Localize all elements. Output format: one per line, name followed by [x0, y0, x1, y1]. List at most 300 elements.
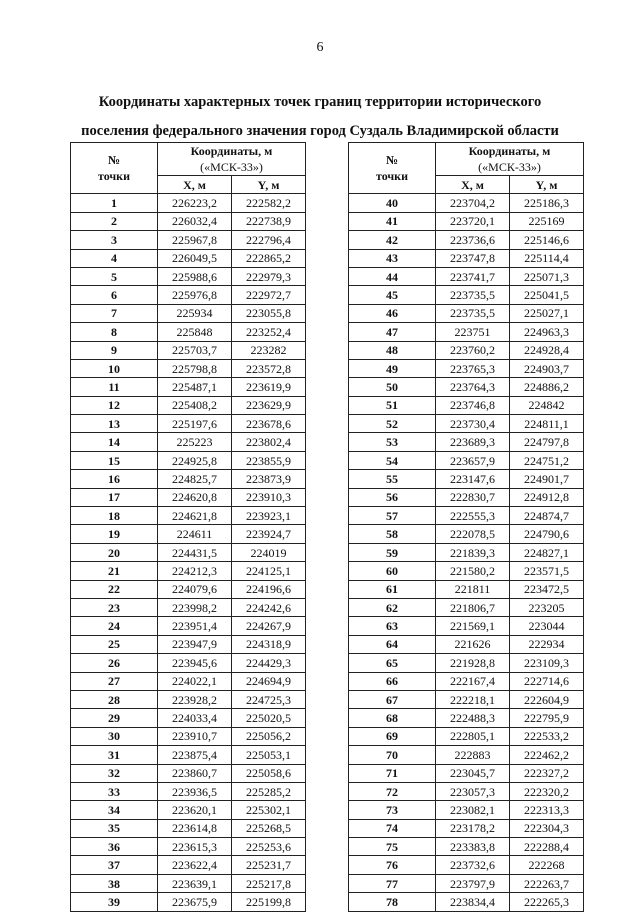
x-value-cell: 221839,3: [436, 543, 510, 561]
y-value-cell: 225058,6: [232, 764, 306, 782]
point-number-cell: 68: [349, 709, 436, 727]
y-value-cell: 223205: [510, 598, 584, 616]
x-value-cell: 223735,5: [436, 286, 510, 304]
point-number-cell: 22: [71, 580, 158, 598]
point-number-cell: 71: [349, 764, 436, 782]
title-line-2: поселения федерального значения город Суздаль Владимирской области: [81, 123, 559, 139]
x-value-cell: 223720,1: [436, 212, 510, 230]
point-number-cell: 47: [349, 323, 436, 341]
table-row: [349, 470, 584, 488]
coordinates-label: Координаты, м: [190, 144, 273, 158]
y-value-cell: 223873,9: [232, 470, 306, 488]
x-value-cell: 223147,6: [436, 470, 510, 488]
title-line-1: Координаты характерных точек границ территории исторического: [98, 94, 542, 110]
table-row: [349, 341, 584, 359]
point-number-cell: 19: [71, 525, 158, 543]
y-value-cell: 224886,2: [510, 378, 584, 396]
x-value-cell: 224431,5: [158, 543, 232, 561]
y-value-cell: 225285,2: [232, 782, 306, 800]
table-row: [71, 212, 306, 230]
y-value-cell: 223109,3: [510, 654, 584, 672]
table-row: [71, 267, 306, 285]
table-row: [349, 727, 584, 745]
table-row: [71, 801, 306, 819]
table-row: [349, 874, 584, 892]
y-header: Y, м: [510, 176, 584, 194]
point-number-cell: 23: [71, 598, 158, 616]
y-value-cell: 224694,9: [232, 672, 306, 690]
table-row: [71, 194, 306, 212]
x-value-cell: 222488,3: [436, 709, 510, 727]
x-value-cell: 223178,2: [436, 819, 510, 837]
point-number-cell: 67: [349, 690, 436, 708]
point-number-cell: 34: [71, 801, 158, 819]
x-header: X, м: [436, 176, 510, 194]
point-number-cell: 41: [349, 212, 436, 230]
point-number-cell: 72: [349, 782, 436, 800]
x-value-cell: 223732,6: [436, 856, 510, 874]
x-value-cell: 223622,4: [158, 856, 232, 874]
x-value-cell: 223746,8: [436, 396, 510, 414]
x-value-cell: 223620,1: [158, 801, 232, 819]
table-row: [71, 525, 306, 543]
x-value-cell: 224033,4: [158, 709, 232, 727]
table-row: [71, 764, 306, 782]
x-value-cell: 222883: [436, 746, 510, 764]
point-number-cell: 64: [349, 635, 436, 653]
x-value-cell: 221928,8: [436, 654, 510, 672]
y-value-cell: 222934: [510, 635, 584, 653]
y-value-cell: 225114,4: [510, 249, 584, 267]
y-value-cell: 224318,9: [232, 635, 306, 653]
point-number-cell: 18: [71, 507, 158, 525]
y-value-cell: 222714,6: [510, 672, 584, 690]
table-row: [71, 635, 306, 653]
y-value-cell: 222313,3: [510, 801, 584, 819]
x-value-cell: 225703,7: [158, 341, 232, 359]
y-value-cell: 222320,2: [510, 782, 584, 800]
number-sign: №: [385, 153, 399, 168]
table-row: [349, 396, 584, 414]
point-number-cell: 54: [349, 451, 436, 469]
table-row: [71, 415, 306, 433]
y-value-cell: 224901,7: [510, 470, 584, 488]
point-number-cell: 39: [71, 893, 158, 911]
point-number-cell: 31: [71, 746, 158, 764]
point-number-cell: 56: [349, 488, 436, 506]
y-value-cell: 222268: [510, 856, 584, 874]
table-row: [349, 598, 584, 616]
x-value-cell: 222078,5: [436, 525, 510, 543]
y-value-cell: 224842: [510, 396, 584, 414]
table-row: [71, 690, 306, 708]
point-number-cell: 7: [71, 304, 158, 322]
right-table-body: [349, 194, 584, 911]
point-number-cell: 24: [71, 617, 158, 635]
point-number-cell: 75: [349, 838, 436, 856]
x-value-cell: 224620,8: [158, 488, 232, 506]
coordinates-header: [158, 143, 306, 176]
x-value-cell: 225848: [158, 323, 232, 341]
x-value-cell: 221580,2: [436, 562, 510, 580]
table-row: [349, 654, 584, 672]
y-header: Y, м: [232, 176, 306, 194]
table-row: [71, 874, 306, 892]
x-value-cell: 221806,7: [436, 598, 510, 616]
coordinates-label: Координаты, м: [468, 144, 551, 158]
table-row: [71, 470, 306, 488]
x-value-cell: 222830,7: [436, 488, 510, 506]
y-value-cell: 222796,4: [232, 231, 306, 249]
x-value-cell: 221811: [436, 580, 510, 598]
table-row: [349, 359, 584, 377]
y-value-cell: 225186,3: [510, 194, 584, 212]
x-value-cell: 224212,3: [158, 562, 232, 580]
table-row: [71, 580, 306, 598]
y-value-cell: 225056,2: [232, 727, 306, 745]
point-number-cell: 58: [349, 525, 436, 543]
table-row: [349, 746, 584, 764]
table-row: [349, 801, 584, 819]
y-value-cell: 225041,5: [510, 286, 584, 304]
y-value-cell: 224874,7: [510, 507, 584, 525]
table-row: [71, 617, 306, 635]
x-value-cell: 223057,3: [436, 782, 510, 800]
y-value-cell: 225027,1: [510, 304, 584, 322]
x-value-cell: 223765,3: [436, 359, 510, 377]
y-value-cell: 224267,9: [232, 617, 306, 635]
x-value-cell: 223689,3: [436, 433, 510, 451]
y-value-cell: 225071,3: [510, 267, 584, 285]
x-value-cell: 225934: [158, 304, 232, 322]
x-value-cell: 223764,3: [436, 378, 510, 396]
y-value-cell: 223252,4: [232, 323, 306, 341]
x-value-cell: 223730,4: [436, 415, 510, 433]
table-row: [71, 359, 306, 377]
table-row: [71, 249, 306, 267]
x-value-cell: 226032,4: [158, 212, 232, 230]
y-value-cell: 224196,6: [232, 580, 306, 598]
point-number-cell: 13: [71, 415, 158, 433]
point-number-cell: 29: [71, 709, 158, 727]
table-row: [349, 323, 584, 341]
table-row: [71, 819, 306, 837]
table-row: [71, 304, 306, 322]
y-value-cell: 223282: [232, 341, 306, 359]
y-value-cell: 225253,6: [232, 838, 306, 856]
x-value-cell: 223735,5: [436, 304, 510, 322]
x-value-cell: 224611: [158, 525, 232, 543]
point-number-cell: 28: [71, 690, 158, 708]
y-value-cell: 223629,9: [232, 396, 306, 414]
x-value-cell: 223704,2: [436, 194, 510, 212]
y-value-cell: 224827,1: [510, 543, 584, 561]
x-value-cell: 223751: [436, 323, 510, 341]
table-row: [349, 709, 584, 727]
table-row: [349, 672, 584, 690]
y-value-cell: 222304,3: [510, 819, 584, 837]
point-number-cell: 17: [71, 488, 158, 506]
table-row: [71, 727, 306, 745]
x-value-cell: 221626: [436, 635, 510, 653]
table-row: [71, 562, 306, 580]
point-number-cell: 50: [349, 378, 436, 396]
x-value-cell: 224825,7: [158, 470, 232, 488]
point-number-cell: 42: [349, 231, 436, 249]
page-number: 6: [316, 40, 324, 55]
point-number-cell: 8: [71, 323, 158, 341]
point-number-cell: 25: [71, 635, 158, 653]
x-value-cell: 225988,6: [158, 267, 232, 285]
table-row: [71, 433, 306, 451]
point-number-cell: 26: [71, 654, 158, 672]
table-row: [71, 893, 306, 911]
y-value-cell: 224751,2: [510, 451, 584, 469]
table-row: [71, 598, 306, 616]
table-row: [349, 856, 584, 874]
table-row: [349, 580, 584, 598]
y-value-cell: 223572,8: [232, 359, 306, 377]
point-number-cell: 40: [349, 194, 436, 212]
x-value-cell: 223951,4: [158, 617, 232, 635]
point-number-cell: 5: [71, 267, 158, 285]
table-row: [349, 562, 584, 580]
y-value-cell: 222795,9: [510, 709, 584, 727]
table-row: [349, 838, 584, 856]
table-row: [349, 690, 584, 708]
table-row: [71, 507, 306, 525]
y-value-cell: 223678,6: [232, 415, 306, 433]
point-number-cell: 3: [71, 231, 158, 249]
point-number-cell: 76: [349, 856, 436, 874]
x-value-cell: 223675,9: [158, 893, 232, 911]
point-number-cell: 33: [71, 782, 158, 800]
left-table-body: [71, 194, 306, 911]
y-value-cell: 224242,6: [232, 598, 306, 616]
point-number-cell: 9: [71, 341, 158, 359]
y-value-cell: 222865,2: [232, 249, 306, 267]
x-value-cell: 223082,1: [436, 801, 510, 819]
x-value-cell: 226223,2: [158, 194, 232, 212]
x-value-cell: 223947,9: [158, 635, 232, 653]
point-number-cell: 66: [349, 672, 436, 690]
point-number-cell: 10: [71, 359, 158, 377]
table-row: [349, 525, 584, 543]
point-number-cell: 12: [71, 396, 158, 414]
table-row: [349, 194, 584, 212]
x-value-cell: 223875,4: [158, 746, 232, 764]
point-number-cell: 57: [349, 507, 436, 525]
point-number-cell: 30: [71, 727, 158, 745]
table-row: [349, 231, 584, 249]
y-value-cell: 223910,3: [232, 488, 306, 506]
y-value-cell: 223802,4: [232, 433, 306, 451]
x-value-cell: 223657,9: [436, 451, 510, 469]
y-value-cell: 222288,4: [510, 838, 584, 856]
point-number-cell: 11: [71, 378, 158, 396]
point-number-cell: 55: [349, 470, 436, 488]
table-row: [349, 415, 584, 433]
table-row: [71, 323, 306, 341]
point-number-cell: 73: [349, 801, 436, 819]
y-value-cell: 222604,9: [510, 690, 584, 708]
x-value-cell: 223834,4: [436, 893, 510, 911]
x-value-cell: 223045,7: [436, 764, 510, 782]
point-number-cell: 46: [349, 304, 436, 322]
y-value-cell: 224019: [232, 543, 306, 561]
point-number-cell: 65: [349, 654, 436, 672]
table-row: [349, 378, 584, 396]
table-row: [71, 654, 306, 672]
y-value-cell: 222979,3: [232, 267, 306, 285]
x-value-cell: 223936,5: [158, 782, 232, 800]
point-number-cell: 4: [71, 249, 158, 267]
point-number-cell: 62: [349, 598, 436, 616]
y-value-cell: 224928,4: [510, 341, 584, 359]
table-row: [349, 764, 584, 782]
table-row: [71, 396, 306, 414]
point-number-cell: 6: [71, 286, 158, 304]
point-number-cell: 51: [349, 396, 436, 414]
y-value-cell: 222972,7: [232, 286, 306, 304]
x-value-cell: 223736,6: [436, 231, 510, 249]
table-row: [71, 378, 306, 396]
coordinates-table-left: [70, 142, 306, 912]
x-value-cell: 225408,2: [158, 396, 232, 414]
x-value-cell: 223928,2: [158, 690, 232, 708]
x-value-cell: 223860,7: [158, 764, 232, 782]
table-row: [71, 451, 306, 469]
y-value-cell: 225146,6: [510, 231, 584, 249]
point-number-cell: 35: [71, 819, 158, 837]
y-value-cell: 222265,3: [510, 893, 584, 911]
point-number-header: [349, 143, 436, 194]
number-sign: №: [107, 153, 121, 168]
x-value-cell: 224022,1: [158, 672, 232, 690]
point-number-cell: 78: [349, 893, 436, 911]
x-value-cell: 222218,1: [436, 690, 510, 708]
table-row: [349, 451, 584, 469]
x-value-cell: 223760,2: [436, 341, 510, 359]
point-number-cell: 14: [71, 433, 158, 451]
y-value-cell: 225217,8: [232, 874, 306, 892]
y-value-cell: 223619,9: [232, 378, 306, 396]
table-row: [349, 635, 584, 653]
point-label: точки: [375, 169, 409, 184]
x-value-cell: 223639,1: [158, 874, 232, 892]
y-value-cell: 223044: [510, 617, 584, 635]
point-number-cell: 45: [349, 286, 436, 304]
y-value-cell: 222738,9: [232, 212, 306, 230]
y-value-cell: 224811,1: [510, 415, 584, 433]
table-row: [71, 543, 306, 561]
table-row: [71, 231, 306, 249]
y-value-cell: 225053,1: [232, 746, 306, 764]
point-number-cell: 63: [349, 617, 436, 635]
y-value-cell: 223055,8: [232, 304, 306, 322]
x-value-cell: 223910,7: [158, 727, 232, 745]
table-row: [71, 488, 306, 506]
point-number-cell: 32: [71, 764, 158, 782]
y-value-cell: 224429,3: [232, 654, 306, 672]
point-number-cell: 36: [71, 838, 158, 856]
point-label: точки: [97, 169, 131, 184]
document-title: [60, 88, 580, 146]
x-value-cell: 225798,8: [158, 359, 232, 377]
y-value-cell: 225199,8: [232, 893, 306, 911]
y-value-cell: 222327,2: [510, 764, 584, 782]
coordinate-system-label: («МСК-33»): [200, 160, 263, 174]
point-number-cell: 61: [349, 580, 436, 598]
point-number-cell: 77: [349, 874, 436, 892]
y-value-cell: 222263,7: [510, 874, 584, 892]
x-value-cell: 223615,3: [158, 838, 232, 856]
point-number-cell: 16: [71, 470, 158, 488]
point-number-cell: 21: [71, 562, 158, 580]
table-row: [71, 672, 306, 690]
point-number-cell: 48: [349, 341, 436, 359]
x-value-cell: 223614,8: [158, 819, 232, 837]
point-number-cell: 37: [71, 856, 158, 874]
point-number-cell: 15: [71, 451, 158, 469]
x-value-cell: 225487,1: [158, 378, 232, 396]
table-row: [349, 212, 584, 230]
table-row: [71, 746, 306, 764]
y-value-cell: 225020,5: [232, 709, 306, 727]
x-value-cell: 224079,6: [158, 580, 232, 598]
y-value-cell: 222462,2: [510, 746, 584, 764]
y-value-cell: 224903,7: [510, 359, 584, 377]
table-row: [349, 782, 584, 800]
point-number-cell: 52: [349, 415, 436, 433]
table-row: [71, 286, 306, 304]
y-value-cell: 224797,8: [510, 433, 584, 451]
x-value-cell: 222555,3: [436, 507, 510, 525]
y-value-cell: 224790,6: [510, 525, 584, 543]
table-row: [349, 617, 584, 635]
y-value-cell: 223571,5: [510, 562, 584, 580]
point-number-cell: 59: [349, 543, 436, 561]
y-value-cell: 225169: [510, 212, 584, 230]
point-number-cell: 20: [71, 543, 158, 561]
x-value-cell: 224925,8: [158, 451, 232, 469]
y-value-cell: 224963,3: [510, 323, 584, 341]
table-row: [349, 433, 584, 451]
x-value-cell: 223797,9: [436, 874, 510, 892]
point-number-header: [71, 143, 158, 194]
x-value-cell: 223747,8: [436, 249, 510, 267]
x-value-cell: 226049,5: [158, 249, 232, 267]
x-value-cell: 221569,1: [436, 617, 510, 635]
y-value-cell: 225268,5: [232, 819, 306, 837]
x-value-cell: 224621,8: [158, 507, 232, 525]
y-value-cell: 224725,3: [232, 690, 306, 708]
point-number-cell: 27: [71, 672, 158, 690]
table-row: [71, 856, 306, 874]
x-value-cell: 223741,7: [436, 267, 510, 285]
x-value-cell: 222805,1: [436, 727, 510, 745]
y-value-cell: 223924,7: [232, 525, 306, 543]
table-row: [349, 507, 584, 525]
x-value-cell: 225967,8: [158, 231, 232, 249]
table-row: [71, 782, 306, 800]
x-value-cell: 223945,6: [158, 654, 232, 672]
x-value-cell: 223383,8: [436, 838, 510, 856]
point-number-cell: 53: [349, 433, 436, 451]
point-number-cell: 70: [349, 746, 436, 764]
table-row: [71, 838, 306, 856]
x-value-cell: 225223: [158, 433, 232, 451]
